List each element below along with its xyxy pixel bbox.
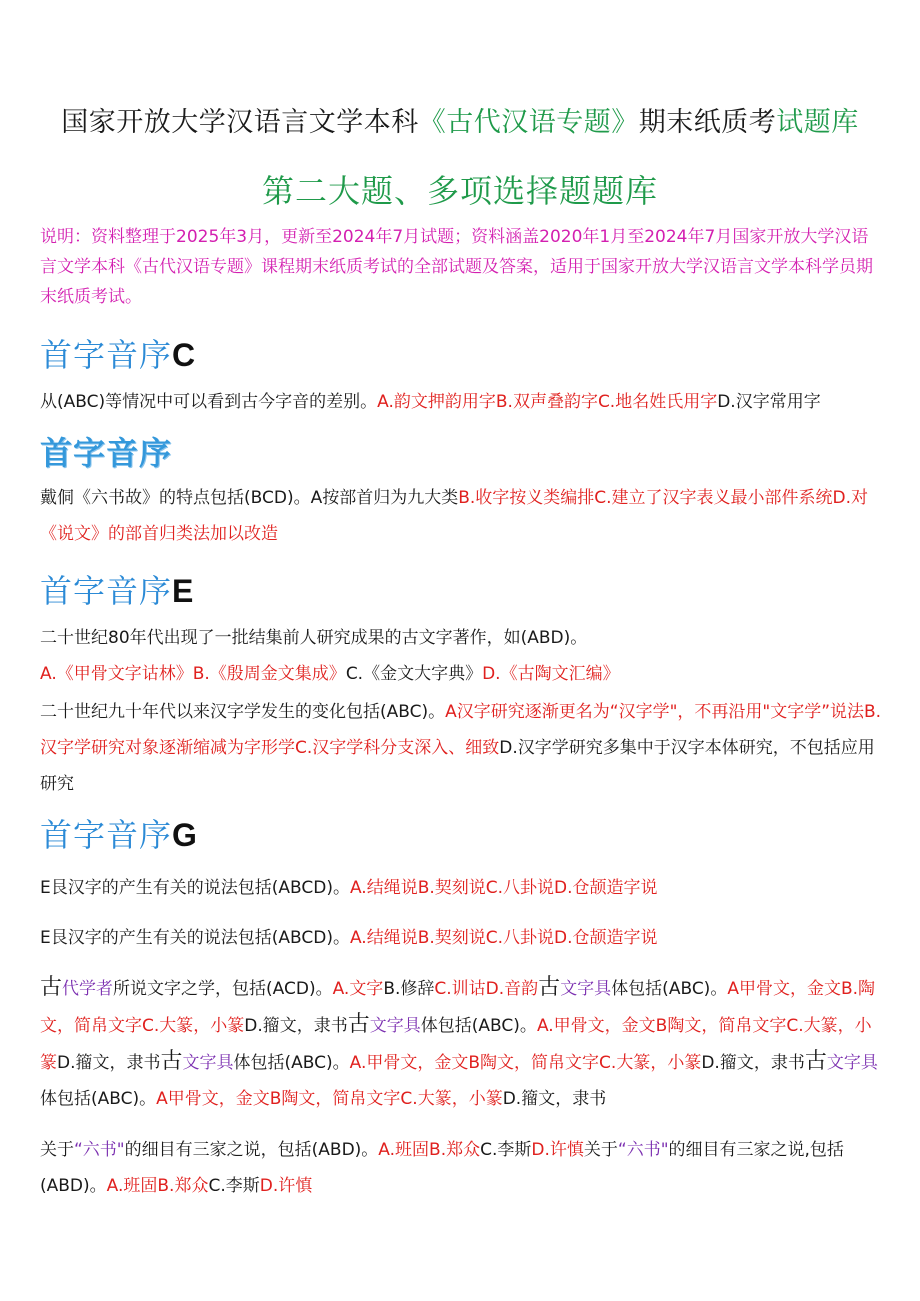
option-text: D.籀文，隶书: [502, 1089, 607, 1109]
question-char: 古: [347, 1012, 370, 1037]
highlight-text: 代学者: [62, 979, 114, 999]
question-stem: 关于: [40, 1140, 74, 1160]
question-stem: 体包括(ABC)。: [233, 1053, 350, 1073]
question-char: 古: [160, 1049, 183, 1074]
section-heading-d: [40, 428, 172, 474]
section-heading-e: [40, 566, 194, 612]
answer-text: A.韵文押韵用字B.双声叠韵字C.地名姓氏用字: [377, 392, 718, 412]
question-stem: 的细目有三家之说,包括(ABD)。: [40, 1140, 844, 1196]
question-g2: [40, 920, 885, 956]
section-heading-text: 首字音序: [40, 434, 173, 472]
option-text: B.修辞: [383, 979, 435, 999]
answer-text: A.文字: [332, 979, 384, 999]
highlight-text: 文字具: [560, 979, 612, 999]
question-stem: 二十世纪80年代出现了一批结集前人研究成果的古文字著作，如(ABD)。: [40, 628, 588, 648]
option-text: D.汉字学研究多集中于汉字本体研究，不包括应用研究: [40, 738, 875, 794]
answer-text: D.许慎: [531, 1140, 584, 1160]
question-stem: 体包括(ABC)。: [420, 1016, 537, 1036]
option-text: C.李斯: [208, 1176, 260, 1196]
question-g4: [40, 1132, 885, 1204]
section-letter: C: [172, 337, 197, 373]
option-text: D.籀文，隶书: [57, 1053, 161, 1073]
description-note: 说明：资料整理于2025年3月，更新至2024年7月试题；资料涵盖2020年1月至2024年7月国家开放大学汉语言文学本科《古代汉语专题》课程期末纸质考试的全部试题及答案，适用于国家开放大学汉语言文学本科学员期末纸质考试。: [40, 227, 873, 307]
question-g3: [40, 970, 885, 1117]
question-stem: 二十世纪九十年代以来汉字学发生的变化包括(ABC)。: [40, 702, 446, 722]
question-stem: E艮汉字的产生有关的说法包括(ABCD)。: [40, 928, 350, 948]
section-letter: E: [172, 573, 195, 609]
option-text: C.《金文大字典》: [345, 664, 483, 684]
highlight-text: “六书": [617, 1140, 669, 1160]
answer-text: A.甲骨文，金文B陶文，简帛文字C.大篆，小篆: [349, 1053, 702, 1073]
question-c1: [40, 384, 885, 420]
answer-text: A.结绳说B.契刻说C.八卦说D.仓颉造字说: [349, 878, 658, 898]
answer-text: A.班固B.郑众: [378, 1140, 481, 1160]
title-part1: 国家开放大学汉语言文学本科: [61, 107, 419, 138]
highlight-text: 文字具: [826, 1053, 878, 1073]
highlight-text: “六书": [74, 1140, 125, 1160]
question-e1: [40, 620, 885, 692]
answer-text: A.班固B.郑众: [106, 1176, 209, 1196]
question-stem: 戴侗《六书故》的特点包括(BCD)。A按部首归为九大类: [40, 488, 459, 508]
answer-text: D.许慎: [259, 1176, 313, 1196]
question-char: 古: [538, 975, 561, 1000]
question-stem: 从(ABC)等情况中可以看到古今字音的差别。: [40, 392, 378, 412]
question-e2: [40, 694, 885, 802]
option-text: D.汉字常用字: [717, 392, 821, 412]
answer-text: A.《甲骨文字诂林》B.《殷周金文集成》: [40, 664, 346, 684]
answer-text: A汉字研究逐渐更名为“汉字学"，不再沿用"文字学”说法B.汉字学研究对象逐渐缩减为字形学C.汉字学科分支深入、细致: [40, 702, 882, 758]
answer-text: A.结绳说B.契刻说C.八卦说D.仓颉造字说: [349, 928, 658, 948]
question-stem: 体包括(ABC)。: [611, 979, 728, 999]
title-course: 《古代汉语专题》: [418, 107, 639, 138]
option-text: D.籀文，隶书: [701, 1053, 805, 1073]
section-heading-c: [40, 330, 196, 376]
answer-text: D.《古陶文汇编》: [482, 664, 620, 684]
section-heading-g: [40, 810, 198, 856]
page-subtitle: 第二大题、多项选择题题库: [261, 172, 658, 210]
answer-text: A.甲骨文，金文B陶文，简帛文字C.大篆，小篆: [40, 1016, 872, 1073]
question-stem: 所说文字之学，包括(ACD)。: [113, 979, 333, 999]
page-title: [0, 100, 920, 139]
answer-text: A甲骨文，金文B.陶文，简帛文字C.大篆，小篆: [40, 979, 876, 1036]
option-text: D.籀文，隶书: [244, 1016, 348, 1036]
title-part4: 试题库: [776, 107, 859, 138]
answer-text: C.训诂D.音韵: [434, 979, 539, 999]
section-heading-text: 首字音序: [40, 572, 173, 610]
title-part3: 期末纸质考: [638, 107, 777, 138]
question-stem: 体包括(ABC)。: [40, 1089, 157, 1109]
question-d1: [40, 480, 885, 552]
section-heading-text: 首字音序: [40, 816, 173, 854]
question-stem: 的细目有三家之说，包括(ABD)。: [124, 1140, 379, 1160]
answer-text: A甲骨文，金文B陶文，简帛文字C.大篆，小篆: [156, 1089, 503, 1109]
highlight-text: 文字具: [369, 1016, 421, 1036]
question-g1: [40, 870, 885, 906]
section-letter: G: [172, 817, 198, 853]
question-char: 古: [40, 975, 63, 1000]
answer-text: B.收字按义类编排C.建立了汉字表义最小部件系统D.对《说文》的部首归类法加以改造: [40, 488, 869, 544]
option-text: C.李斯: [480, 1140, 532, 1160]
question-char: 古: [804, 1049, 827, 1074]
question-stem: 关于: [583, 1140, 618, 1160]
question-stem: E艮汉字的产生有关的说法包括(ABCD)。: [40, 878, 350, 898]
highlight-text: 文字具: [182, 1053, 234, 1073]
section-heading-text: 首字音序: [40, 336, 173, 374]
